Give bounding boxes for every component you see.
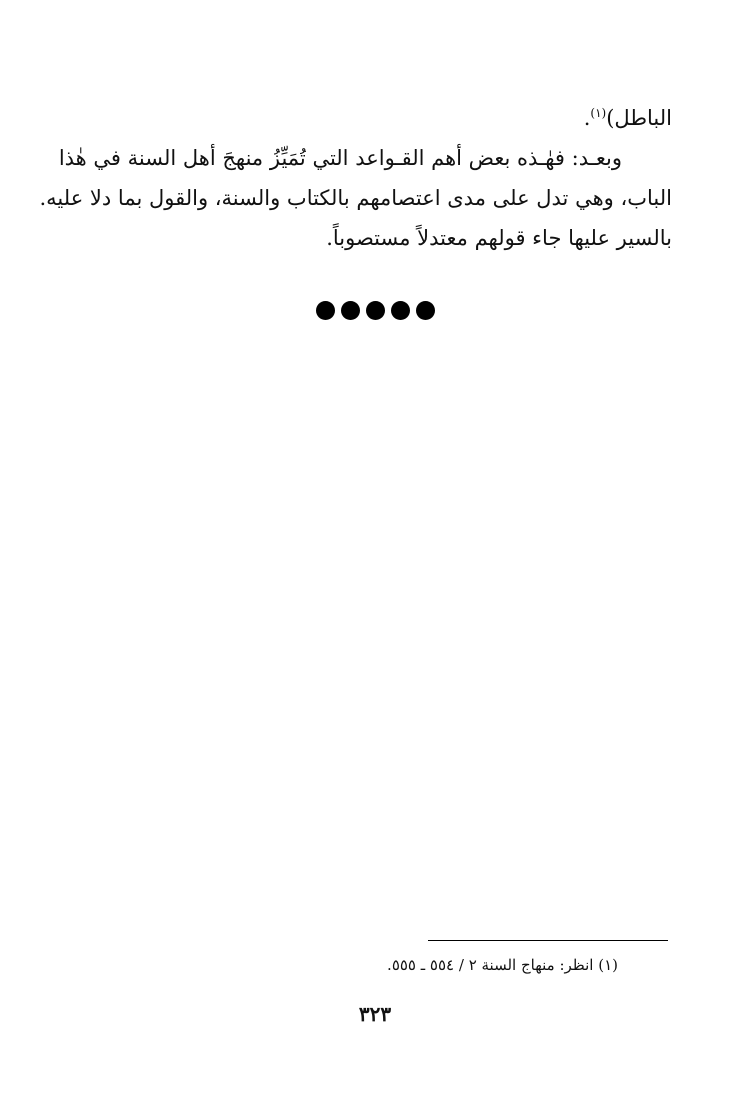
main-text — [39, 98, 672, 258]
separator-dot-icon — [341, 301, 360, 320]
text-line-1: الباطل)$^{(١)}$. — [583, 106, 672, 130]
text-line-3: الباب، وهي تدل على مدى اعتصامهم بالكتاب والسنة، والقول بما دلا عليه. — [39, 186, 672, 210]
text-line-2: وبعـد: فهٰـذه بعض أهم القـواعد التي تُمَيِّزُ منهجَ أهل السنة في هٰذا — [58, 146, 622, 170]
page-number: ٣٢٣ — [358, 1002, 392, 1026]
footnote-divider — [428, 940, 668, 941]
separator-dot-icon — [366, 301, 385, 320]
footnote-reference: (١) — [590, 106, 607, 120]
footnote: (١) انظر: منهاج السنة ٢ / ٥٥٤ ـ ٥٥٥. — [387, 956, 618, 974]
text-line-4: بالسير عليها جاء قولهم معتدلاً مستصوباً. — [326, 226, 672, 250]
separator-dot-icon — [316, 301, 335, 320]
section-separator — [0, 301, 750, 320]
separator-dot-icon — [416, 301, 435, 320]
separator-dot-icon — [391, 301, 410, 320]
